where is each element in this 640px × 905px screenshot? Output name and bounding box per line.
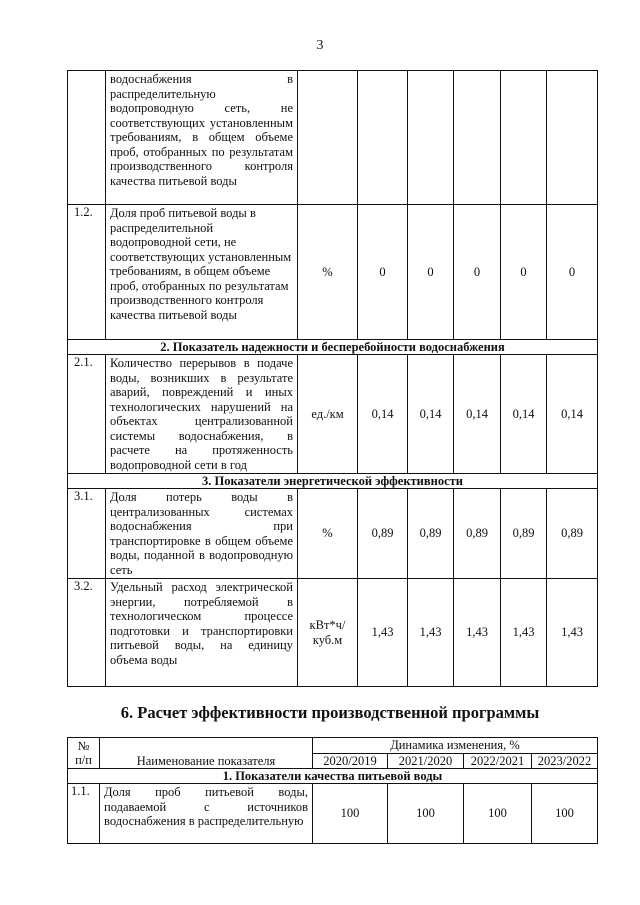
table-row [68, 784, 598, 844]
value-cell: 0,89 [547, 489, 598, 579]
section-row [68, 769, 598, 784]
dynamics-header: Динамика изменения, % [313, 738, 598, 754]
row-number: 2.1. [68, 355, 106, 474]
value-cell: 0,89 [454, 489, 501, 579]
value-cell: 100 [532, 784, 598, 844]
value-cell [547, 71, 598, 205]
value-cell: 0,14 [454, 355, 501, 474]
row-number [68, 71, 106, 205]
row-number: 3.2. [68, 579, 106, 687]
value-cell: 1,43 [358, 579, 408, 687]
value-cell [501, 71, 547, 205]
table-row [68, 489, 598, 579]
year-header: 2021/2020 [388, 753, 464, 769]
unit-cell: % [298, 205, 358, 340]
row-number-header [68, 738, 100, 769]
value-cell: 0,89 [358, 489, 408, 579]
section-title: 2. Показатель надежности и бесперебойности водоснабжения [68, 340, 598, 355]
row-number: 1.2. [68, 205, 106, 340]
value-cell: 0 [454, 205, 501, 340]
value-cell [408, 71, 454, 205]
value-cell: 1,43 [454, 579, 501, 687]
indicator-name: Доля потерь воды в централизованных системах водоснабжения при транспортировке в общем объеме воды, поданной в водопроводную сеть [106, 489, 298, 579]
row-number: 3.1. [68, 489, 106, 579]
section-row [68, 474, 598, 489]
value-cell: 1,43 [547, 579, 598, 687]
unit-cell: ед./км [298, 355, 358, 474]
value-cell: 0 [547, 205, 598, 340]
unit-cell: % [298, 489, 358, 579]
indicator-name: Доля проб питьевой воды, подаваемой с источников водоснабжения в распределительную [100, 784, 313, 844]
year-header: 2022/2021 [464, 753, 532, 769]
value-cell: 1,43 [408, 579, 454, 687]
page-number: 3 [316, 38, 324, 53]
indicator-name: водоснабжения в распределительную водопроводную сеть, не соответствующих установленным требованиям, в общем объеме проб, отобранных по результатам производственного контроля качества питьевой воды [106, 71, 298, 205]
value-cell: 0,14 [408, 355, 454, 474]
efficiency-table [67, 737, 598, 844]
value-cell: 0,14 [358, 355, 408, 474]
section-heading: 6. Расчет эффективности производственной программы [120, 703, 540, 722]
value-cell: 1,43 [501, 579, 547, 687]
value-cell [358, 71, 408, 205]
value-cell: 100 [388, 784, 464, 844]
table-row [68, 355, 598, 474]
unit-cell: кВт*ч/ куб.м [298, 579, 358, 687]
year-header: 2020/2019 [313, 753, 388, 769]
section-title: 3. Показатели энергетической эффективности [68, 474, 598, 489]
value-cell: 0,14 [547, 355, 598, 474]
indicator-name: Количество перерывов в подаче воды, возникших в результате аварий, повреждений и иных технологических нарушений на объектах централизованной системы водоснабжения, в расчете на протяженность водопроводной сети в год [106, 355, 298, 474]
value-cell: 0,89 [408, 489, 454, 579]
section-row [68, 340, 598, 355]
indicators-table [67, 70, 598, 687]
table-row [68, 579, 598, 687]
row-number-header-line1: № [77, 738, 90, 753]
value-cell: 0 [358, 205, 408, 340]
table-row [68, 71, 598, 205]
indicator-name: Удельный расход электрической энергии, потребляемой в технологическом процессе подготовки и транспортировки питьевой воды, на единицу объема воды [106, 579, 298, 687]
unit-cell [298, 71, 358, 205]
row-number: 1.1. [68, 784, 100, 844]
value-cell: 0,89 [501, 489, 547, 579]
value-cell: 0,14 [501, 355, 547, 474]
value-cell: 0 [501, 205, 547, 340]
row-number-header-line2: п/п [75, 753, 92, 767]
value-cell: 0 [408, 205, 454, 340]
year-header: 2023/2022 [532, 753, 598, 769]
indicator-name-header: Наименование показателя [100, 738, 313, 769]
value-cell: 100 [464, 784, 532, 844]
value-cell: 100 [313, 784, 388, 844]
table-row [68, 205, 598, 340]
section-title: 1. Показатели качества питьевой воды [68, 769, 598, 784]
value-cell [454, 71, 501, 205]
header-row [68, 738, 598, 754]
indicator-name: Доля проб питьевой воды в распределительной водопроводной сети, не соответствующих установленным требованиям, в общем объеме проб, отобранных по результатам производственного контроля качества питьевой воды [106, 205, 298, 340]
